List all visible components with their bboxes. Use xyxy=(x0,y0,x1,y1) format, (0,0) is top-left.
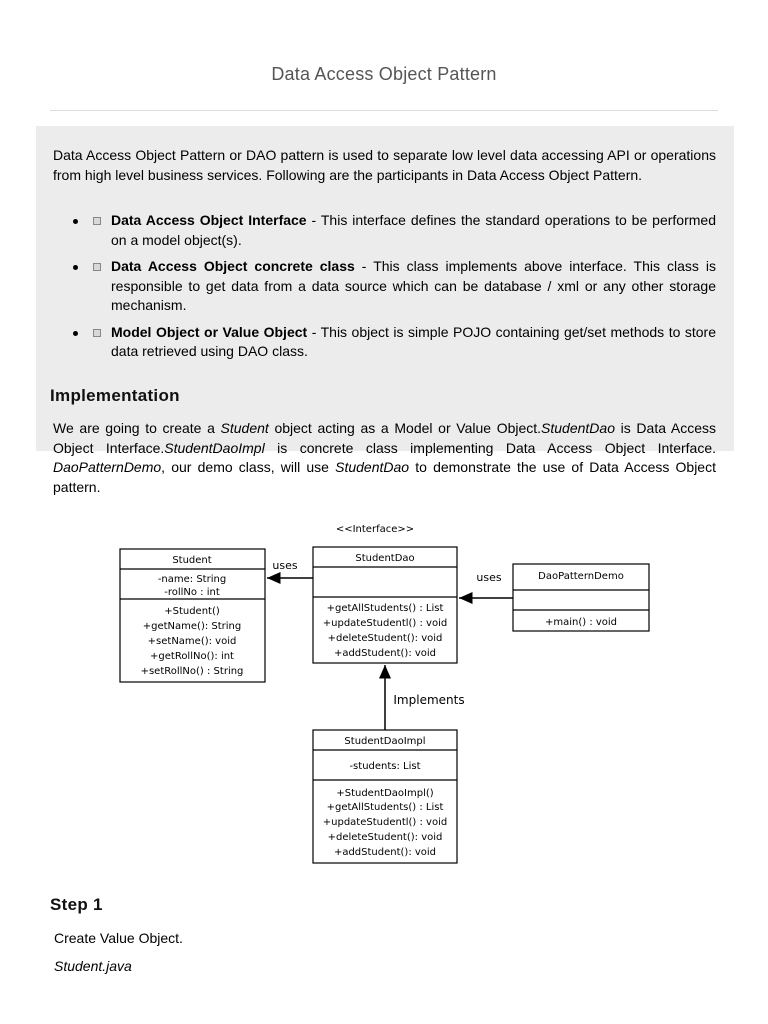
class-method: +getAllStudents() : List xyxy=(326,603,444,614)
title-divider xyxy=(50,110,718,111)
impl-class-name: StudentDaoImpl xyxy=(164,439,265,456)
participant-name: Data Access Object Interface xyxy=(111,212,307,228)
uses-label: uses xyxy=(476,571,502,584)
implementation-paragraph xyxy=(53,419,716,497)
bullet-dot-icon xyxy=(73,331,78,336)
class-name: StudentDao xyxy=(355,553,415,564)
bullet-dot-icon xyxy=(73,265,78,270)
square-bullet-icon xyxy=(93,217,101,225)
impl-text: to demonstrate the use of Data Access Object pattern. xyxy=(53,459,716,495)
participant-name: Model Object or Value Object xyxy=(111,323,308,340)
class-field: -rollNo : int xyxy=(164,587,220,598)
impl-class-name: StudentDao xyxy=(541,420,615,436)
list-item xyxy=(53,323,716,362)
class-method: +main() : void xyxy=(544,617,618,628)
class-method: +deleteStudent(): void xyxy=(327,832,443,843)
studentdao-interface-box xyxy=(313,547,457,663)
impl-class-name: StudentDao xyxy=(335,459,410,475)
step1-filename: Student.java xyxy=(54,958,132,974)
class-field: -students: List xyxy=(349,761,421,772)
class-method: +updateStudentl() : void xyxy=(322,618,448,629)
impl-text: We are going to create a xyxy=(53,420,221,436)
impl-class-name: DaoPatternDemo xyxy=(53,459,162,475)
class-method: +Student() xyxy=(164,606,220,617)
class-method: +StudentDaoImpl() xyxy=(336,788,434,799)
square-bullet-icon xyxy=(93,263,101,271)
class-method: +addStudent(): void xyxy=(333,648,437,659)
implementation-heading: Implementation xyxy=(50,386,180,405)
interface-stereotype: <<Interface>> xyxy=(335,524,415,535)
class-field: -name: String xyxy=(157,574,227,585)
uml-class-diagram xyxy=(0,510,768,870)
impl-text: is Data Access Object Interface. xyxy=(53,420,716,456)
class-method: +setName(): void xyxy=(147,636,237,647)
class-method: +setRollNo() : String xyxy=(140,666,244,677)
impl-class-name: Student xyxy=(220,420,269,436)
student-class-box xyxy=(120,549,265,682)
square-bullet-icon xyxy=(93,329,101,337)
daopatterndemo-class-box xyxy=(513,564,649,631)
class-name: Student xyxy=(172,555,212,566)
participants-list xyxy=(53,211,716,369)
list-item xyxy=(53,211,716,250)
participant-desc: - This interface defines the standard operations to be performed on a model object(s). xyxy=(111,212,716,248)
impl-text: , our demo class, will use xyxy=(161,459,336,475)
class-method: +deleteStudent(): void xyxy=(327,633,443,644)
studentdaoimpl-class-box xyxy=(313,730,457,863)
implements-label: Implements xyxy=(393,693,465,707)
class-name: DaoPatternDemo xyxy=(538,571,624,582)
bullet-dot-icon xyxy=(73,219,78,224)
participant-name: Data Access Object concrete class xyxy=(111,258,355,274)
step1-description: Create Value Object. xyxy=(54,930,183,946)
list-item xyxy=(53,257,716,316)
participant-desc: - This object is simple POJO containing get/set methods to store data retrieved using DAO class. xyxy=(111,323,716,359)
participant-desc: - This class implements above interface. This class is responsible to get data from a data source which can be database / xml or any other storage mechanism. xyxy=(111,258,716,313)
class-method: +updateStudentl() : void xyxy=(322,817,448,828)
class-method: +getName(): String xyxy=(142,621,242,632)
impl-text: is concrete class implementing Data Access Object Interface. xyxy=(264,439,716,456)
class-method: +getRollNo(): int xyxy=(150,651,234,662)
impl-text: object acting as a Model or Value Object. xyxy=(268,420,542,436)
class-name: StudentDaoImpl xyxy=(344,736,426,747)
step1-heading: Step 1 xyxy=(50,895,103,914)
page-title: Data Access Object Pattern xyxy=(271,64,497,84)
class-method: +getAllStudents() : List xyxy=(326,802,444,813)
class-method: +addStudent(): void xyxy=(333,847,437,858)
uses-label: uses xyxy=(272,559,298,572)
intro-paragraph: Data Access Object Pattern or DAO pattern is used to separate low level data accessing API or operations from high level business services. Following are the participants in Data Access Object Pattern. xyxy=(53,147,716,183)
